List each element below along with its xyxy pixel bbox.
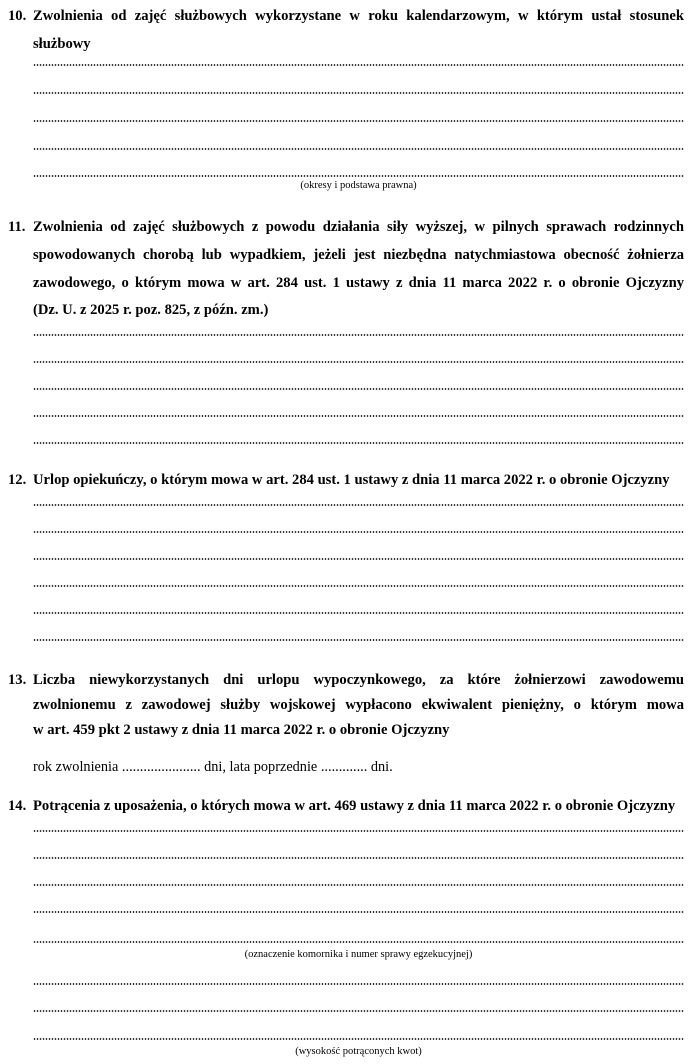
fill-in-line[interactable] bbox=[33, 120, 684, 122]
fill-in-line[interactable] bbox=[33, 830, 684, 832]
fill-in-line[interactable] bbox=[33, 148, 684, 150]
fill-in-line[interactable] bbox=[33, 639, 684, 641]
section-heading-line: Potrącenia z uposażenia, o których mowa w art. 469 ustawy z dnia 11 marca 2022 r. o obronie Ojczyzny bbox=[33, 798, 676, 814]
fill-in-line[interactable] bbox=[33, 1010, 684, 1012]
field-caption: (wysokość potrąconych kwot) bbox=[295, 1046, 422, 1057]
section-heading-line: w art. 459 pkt 2 ustawy z dnia 11 marca 2022 r. o obronie Ojczyzny bbox=[33, 722, 450, 738]
section-number: 11. bbox=[8, 219, 26, 235]
fill-in-line[interactable] bbox=[33, 857, 684, 859]
section-heading-line: zawodowego, o którym mowa w art. 284 ust. 1 ustawy z dnia 11 marca 2022 r. o obronie Ojczyzny bbox=[33, 275, 684, 291]
section-heading-line: Zwolnienia od zajęć służbowych z powodu działania siły wyższej, w pilnych sprawach rodzinnych bbox=[33, 219, 684, 235]
unused-leave-days-field[interactable]: rok zwolnienia ...................... dni, lata poprzednie ............. dni. bbox=[33, 759, 393, 775]
fill-in-line[interactable] bbox=[33, 585, 684, 587]
section-heading-line: (Dz. U. z 2025 r. poz. 825, z późn. zm.) bbox=[33, 302, 269, 318]
section-heading-line: Zwolnienia od zajęć służbowych wykorzystane w roku kalendarzowym, w którym ustał stosunek bbox=[33, 8, 684, 24]
fill-in-line[interactable] bbox=[33, 442, 684, 444]
section-number: 13. bbox=[8, 672, 27, 688]
fill-in-line[interactable] bbox=[33, 531, 684, 533]
section-number: 12. bbox=[8, 472, 27, 488]
section-heading-line: spowodowanych chorobą lub wypadkiem, jeżeli jest niezbędna natychmiastowa obecność żołnierza bbox=[33, 247, 684, 263]
fill-in-line[interactable] bbox=[33, 941, 684, 943]
section-heading-line: Liczba niewykorzystanych dni urlopu wypoczynkowego, za które żołnierzowi zawodowemu bbox=[33, 672, 684, 688]
section-heading-line: Urlop opiekuńczy, o którym mowa w art. 284 ust. 1 ustawy z dnia 11 marca 2022 r. o obronie Ojczyzny bbox=[33, 472, 670, 488]
fill-in-line[interactable] bbox=[33, 983, 684, 985]
fill-in-line[interactable] bbox=[33, 361, 684, 363]
fill-in-line[interactable] bbox=[33, 175, 684, 177]
fill-in-line[interactable] bbox=[33, 1038, 684, 1040]
fill-in-line[interactable] bbox=[33, 504, 684, 506]
fill-in-line[interactable] bbox=[33, 92, 684, 94]
fill-in-line[interactable] bbox=[33, 64, 684, 66]
field-caption: (okresy i podstawa prawna) bbox=[300, 180, 417, 191]
fill-in-line[interactable] bbox=[33, 911, 684, 913]
field-caption: (oznaczenie komornika i numer sprawy egzekucyjnej) bbox=[244, 949, 473, 960]
section-number: 10. bbox=[8, 8, 27, 24]
fill-in-line[interactable] bbox=[33, 558, 684, 560]
section-heading-line: zwolnionemu z zawodowej służby wojskowej wypłacono ekwiwalent pieniężny, o którym mowa bbox=[33, 697, 684, 713]
section-number: 14. bbox=[8, 798, 27, 814]
fill-in-line[interactable] bbox=[33, 388, 684, 390]
fill-in-line[interactable] bbox=[33, 334, 684, 336]
fill-in-line[interactable] bbox=[33, 415, 684, 417]
fill-in-line[interactable] bbox=[33, 884, 684, 886]
fill-in-line[interactable] bbox=[33, 612, 684, 614]
section-heading-line: służbowy bbox=[33, 36, 91, 52]
